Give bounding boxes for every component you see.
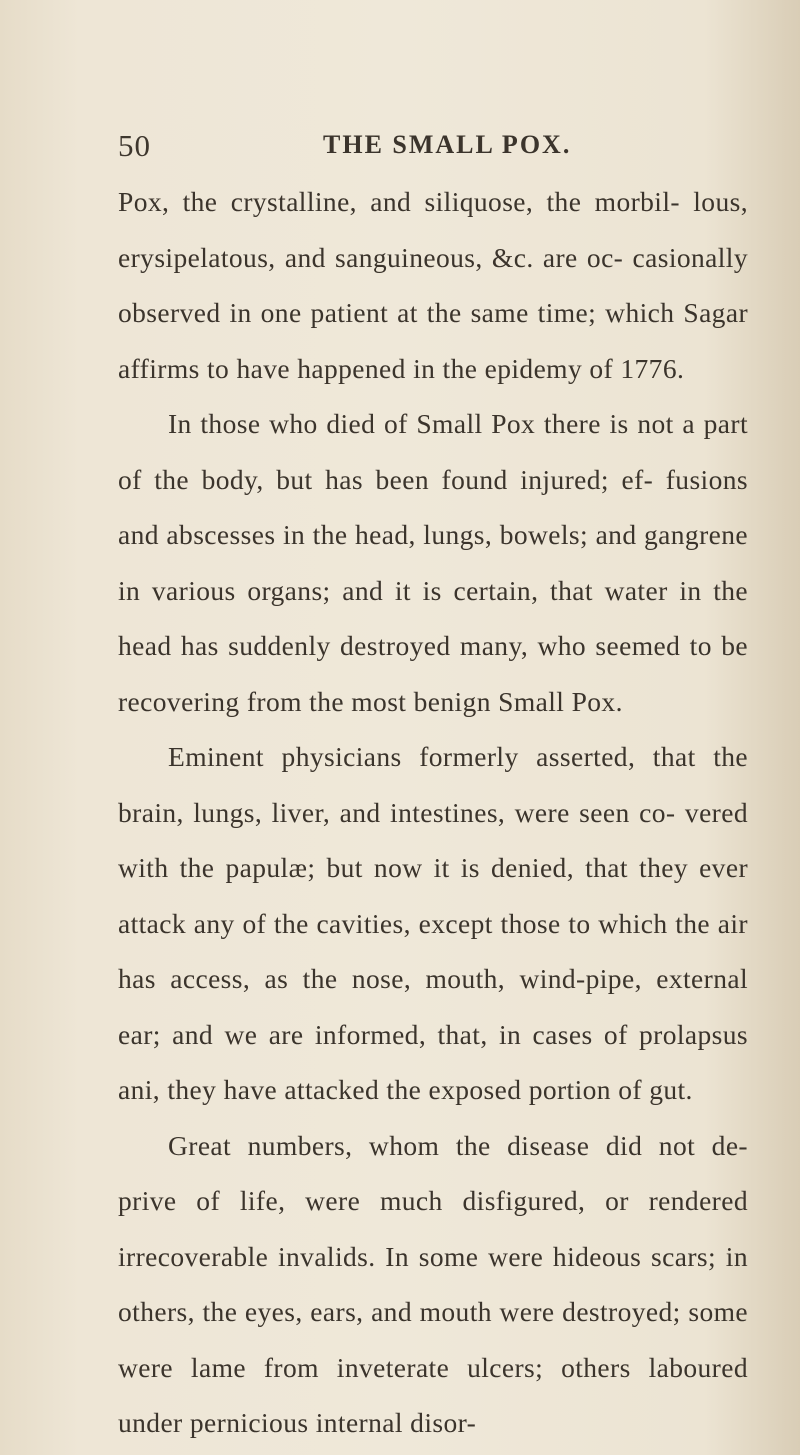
page-number: 50 <box>118 128 151 163</box>
running-head <box>118 128 718 168</box>
running-title: THE SMALL POX. <box>323 130 572 159</box>
paragraph-1: Pox, the crystalline, and siliquose, the morbil- lous, erysipelatous, and sanguineous, &c. are oc- casionally observed in one patient at the same time; which Sagar affirms to have happened in the epidemy of 1776. <box>118 186 748 384</box>
paragraph-2: In those who died of Small Pox there is not a part of the body, but has been found injured; ef- fusions and abscesses in the head, lungs, bowels; and gangrene in various organs; and it is certain, that water in the head has suddenly destroyed many, who seemed to be recovering from the most benign Small Pox. <box>118 408 748 717</box>
body-text <box>118 174 748 1451</box>
paragraph-4: Great numbers, whom the disease did not de- prive of life, were much disfigured, or rendered irrecoverable invalids. In some were hideous scars; in others, the eyes, ears, and mouth were destroyed; some were lame from inveterate ulcers; others laboured under pernicious internal disor- <box>118 1129 748 1438</box>
paragraph-3: Eminent physicians formerly asserted, that the brain, lungs, liver, and intestines, were seen co- vered with the papulæ; but now it is denied, that they ever attack any of the cavities, except those to which the air has access, as the nose, mouth, wind-pipe, external ear; and we are informed, that, in cases of prolapsus ani, they have attacked the exposed portion of gut. <box>118 741 748 1105</box>
